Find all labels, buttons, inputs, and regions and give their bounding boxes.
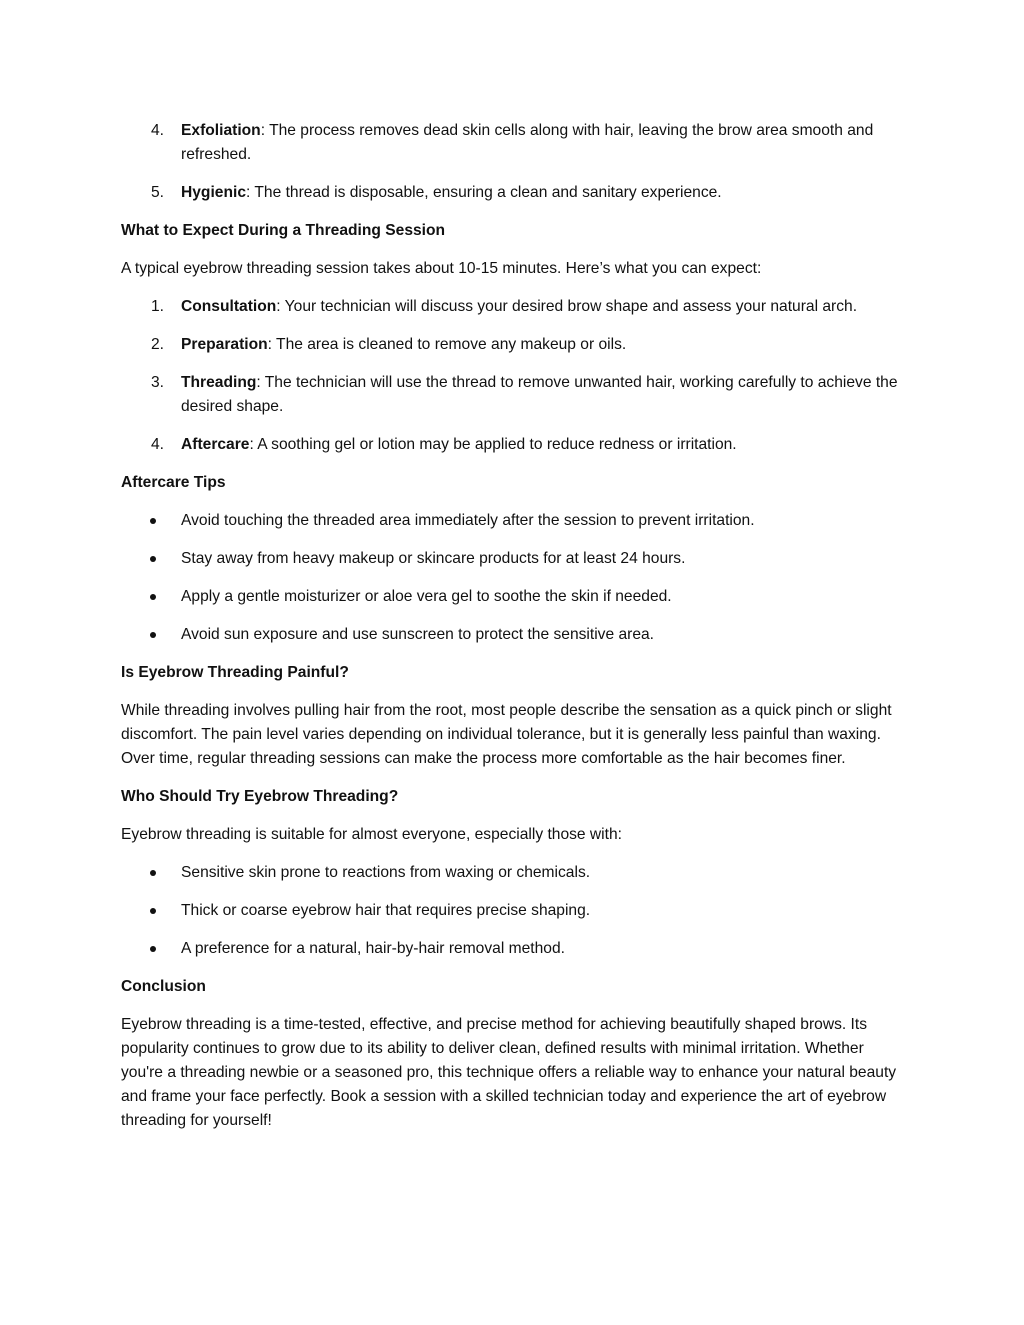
list-item: [121, 433, 906, 457]
list-text: : The area is cleaned to remove any makeup or oils.: [267, 336, 627, 353]
list-text: Apply a gentle moisturizer or aloe vera gel to soothe the skin if needed.: [181, 588, 672, 605]
pain-paragraph: While threading involves pulling hair from the root, most people describe the sensation as a quick pinch or slight discomfort. The pain level varies depending on individual tolerance, but it is generally less painful than waxing. Over time, regular threading sessions can make the process more comfortable as the hair becomes finer.: [121, 702, 892, 767]
list-item: [121, 585, 906, 609]
list-number: 1.: [151, 298, 165, 315]
list-text: A preference for a natural, hair-by-hair removal method.: [181, 940, 565, 957]
section-heading-pain: Is Eyebrow Threading Painful?: [121, 664, 349, 681]
bullet-icon: [150, 518, 156, 524]
aftercare-tips-list: [121, 509, 906, 647]
list-text: Sensitive skin prone to reactions from waxing or chemicals.: [181, 864, 591, 881]
list-item: [121, 623, 906, 647]
list-number: 4.: [151, 122, 165, 139]
list-text: : The thread is disposable, ensuring a clean and sanitary experience.: [246, 184, 722, 201]
list-item: [121, 295, 906, 319]
list-text: Avoid touching the threaded area immediately after the session to prevent irritation.: [181, 512, 755, 529]
document-content: [121, 119, 906, 1133]
list-text: : The technician will use the thread to remove unwanted hair, working carefully to achieve the desired shape.: [181, 374, 898, 415]
list-number: 3.: [151, 374, 165, 391]
bullet-icon: [150, 632, 156, 638]
list-term: Consultation: [181, 298, 277, 315]
bullet-icon: [150, 594, 156, 600]
list-term: Hygienic: [181, 184, 246, 201]
list-text: Stay away from heavy makeup or skincare products for at least 24 hours.: [181, 550, 686, 567]
list-term: Preparation: [181, 336, 268, 353]
list-item: [121, 181, 906, 205]
list-number: 5.: [151, 184, 165, 201]
conclusion-paragraph: Eyebrow threading is a time-tested, effective, and precise method for achieving beautifully shaped brows. Its popularity continues to grow due to its ability to deliver clean, defined results with minimal irritation. Whether you're a threading newbie or a seasoned pro, this technique offers a reliable way to enhance your natural beauty and frame your face perfectly. Book a session with a skilled technician today and experience the art of eyebrow threading for yourself!: [121, 1016, 897, 1129]
benefits-list-continued: [121, 119, 906, 205]
bullet-icon: [150, 946, 156, 952]
who-list: [121, 861, 906, 961]
bullet-icon: [150, 908, 156, 914]
section-heading-session: What to Expect During a Threading Session: [121, 222, 446, 239]
who-intro: Eyebrow threading is suitable for almost everyone, especially those with:: [121, 826, 622, 843]
section-heading-who: Who Should Try Eyebrow Threading?: [121, 788, 399, 805]
section-heading-aftercare: Aftercare Tips: [121, 474, 226, 491]
list-item: [121, 547, 906, 571]
list-item: [121, 371, 906, 419]
bullet-icon: [150, 556, 156, 562]
list-text: : A soothing gel or lotion may be applied to reduce redness or irritation.: [249, 436, 737, 453]
list-term: Exfoliation: [181, 122, 261, 139]
bullet-icon: [150, 870, 156, 876]
list-item: [121, 937, 906, 961]
list-text: Thick or coarse eyebrow hair that requires precise shaping.: [181, 902, 591, 919]
list-text: : The process removes dead skin cells along with hair, leaving the brow area smooth and refreshed.: [181, 122, 874, 163]
list-term: Threading: [181, 374, 257, 391]
session-steps-list: [121, 295, 906, 457]
list-number: 4.: [151, 436, 165, 453]
list-item: [121, 119, 906, 167]
list-item: [121, 333, 906, 357]
list-item: [121, 899, 906, 923]
list-term: Aftercare: [181, 436, 250, 453]
list-item: [121, 861, 906, 885]
list-number: 2.: [151, 336, 165, 353]
list-text: : Your technician will discuss your desired brow shape and assess your natural arch.: [276, 298, 858, 315]
section-heading-conclusion: Conclusion: [121, 978, 206, 995]
session-intro: A typical eyebrow threading session takes about 10-15 minutes. Here’s what you can expect:: [121, 260, 762, 277]
list-text: Avoid sun exposure and use sunscreen to protect the sensitive area.: [181, 626, 655, 643]
list-item: [121, 509, 906, 533]
